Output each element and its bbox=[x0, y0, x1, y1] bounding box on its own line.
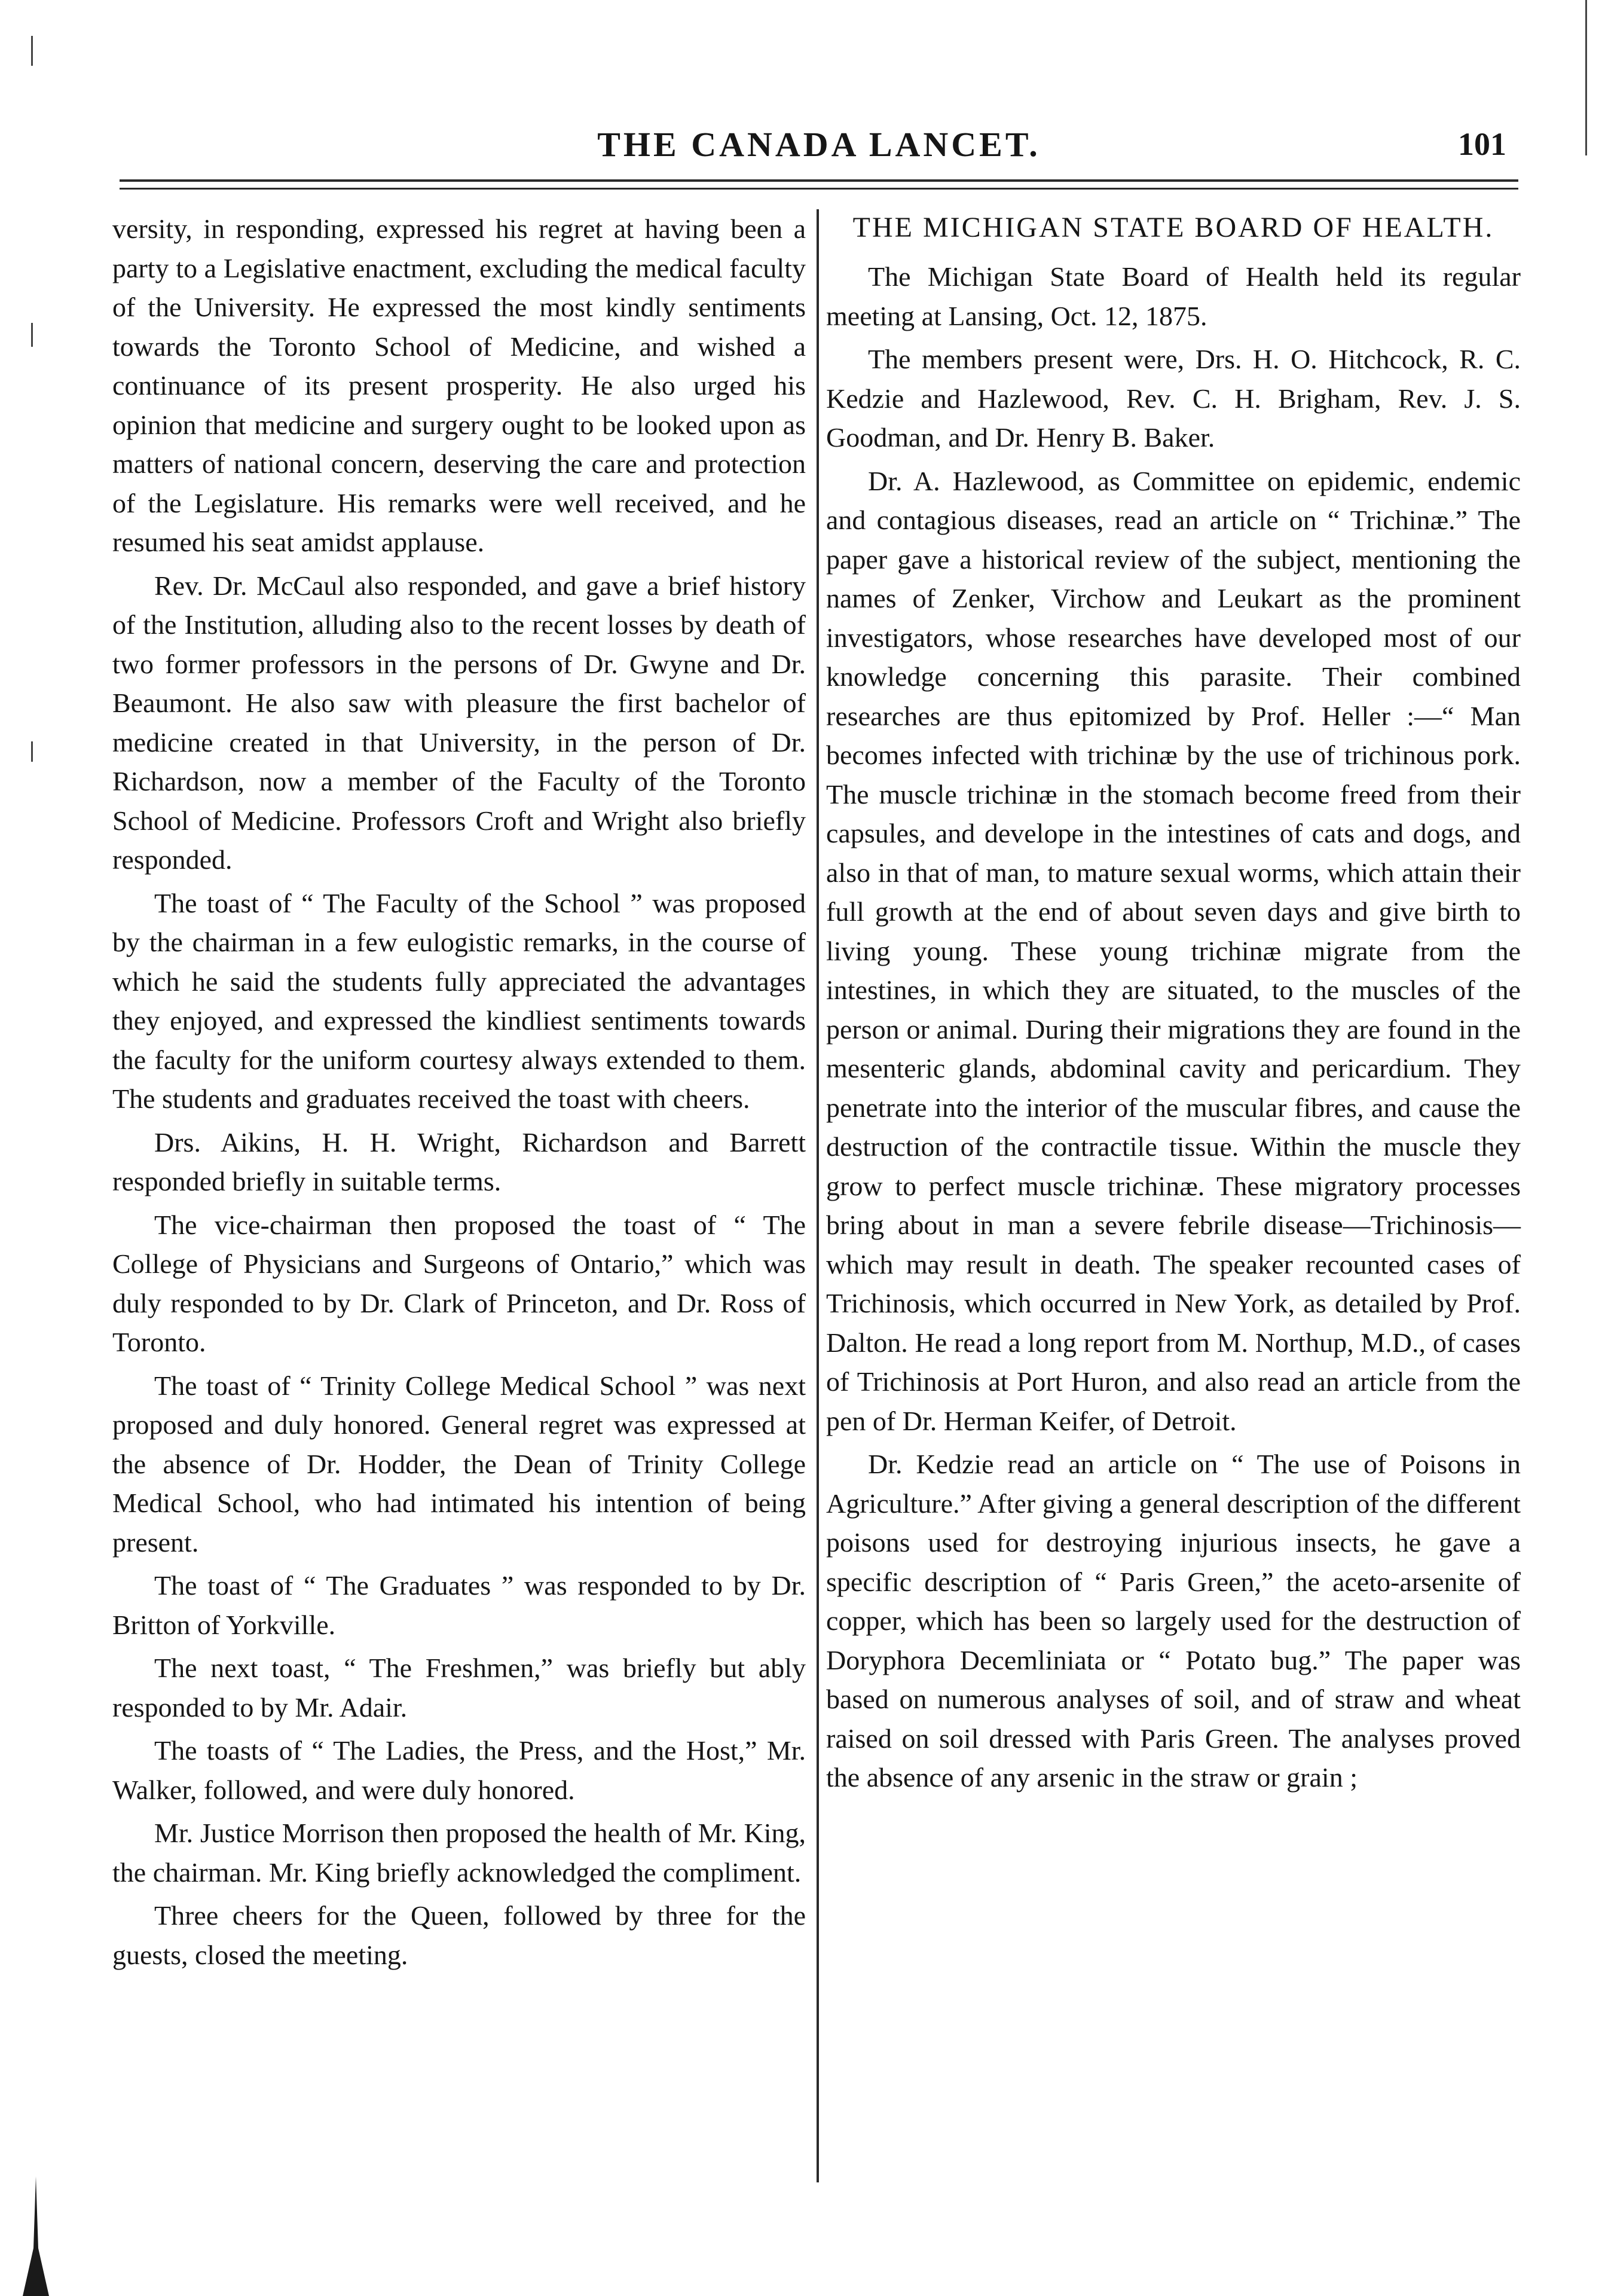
paragraph: The Michigan State Board of Health held its regular meeting at Lansing, Oct. 12, 1875. bbox=[826, 261, 1521, 331]
paragraph: The toast of “ The Faculty of the School ” was proposed by the chairman in a few eulogistic remarks, in the course of which he said the students fully appreciated the advantages they enjoyed, and expressed the kindliest sentiments towards the faculty for the uniform courtesy always extended to them. The students and graduates received the toast with cheers. bbox=[112, 887, 806, 1114]
paragraph: The toasts of “ The Ladies, the Press, and the Host,” Mr. Walker, followed, and were duly honored. bbox=[112, 1735, 806, 1805]
left-column bbox=[112, 209, 806, 1979]
paragraph: Dr. Kedzie read an article on “ The use of Poisons in Agriculture.” After giving a general description of the different poisons used for destroying injurious insects, he gave a specific description of “ Paris Green,” the aceto-arsenite of copper, which has been so largely used for the destruction of Doryphora Decemliniata or “ Potato bug.” The paper was based on numerous analyses of soil, and of straw and wheat raised on soil dressed with Paris Green. The analyses proved the absence of any arsenic in the straw or grain ; bbox=[826, 1449, 1521, 1793]
paragraph: The toast of “ The Graduates ” was responded to by Dr. Britton of Yorkville. bbox=[112, 1570, 806, 1640]
paragraph: Rev. Dr. McCaul also responded, and gave a brief history of the Institution, alluding also to the recent losses by death of two former professors in the persons of Dr. Gwyne and Dr. Beaumont. He also saw with pleasure the first bachelor of medicine created in that University, in the person of Dr. Richardson, now a member of the Faculty of the Toronto School of Medicine. Professors Croft and Wright also briefly responded. bbox=[112, 570, 806, 875]
paragraph: The next toast, “ The Freshmen,” was briefly but ably responded to by Mr. Adair. bbox=[112, 1653, 806, 1723]
column-divider bbox=[817, 209, 819, 2182]
header-rule bbox=[120, 179, 1518, 182]
paragraph: The vice-chairman then proposed the toast of “ The College of Physicians and Surgeons of Ontario,” which was duly responded to by Dr. Clark of Princeton, and Dr. Ross of Toronto. bbox=[112, 1209, 806, 1357]
margin-scratch bbox=[1585, 0, 1587, 155]
paragraph: Three cheers for the Queen, followed by three for the guests, closed the meeting. bbox=[112, 1900, 806, 1970]
right-column bbox=[826, 209, 1521, 1802]
margin-scratch bbox=[31, 741, 33, 762]
binding-mark-icon bbox=[18, 2176, 54, 2296]
running-title: THE CANADA LANCET. bbox=[597, 125, 1041, 164]
margin-scratch bbox=[31, 323, 33, 347]
paragraph: The toast of “ Trinity College Medical School ” was next proposed and duly honored. General regret was expressed at the absence of Dr. Hodder, the Dean of Trinity College Medical School, who had intimated his intention of being present. bbox=[112, 1370, 806, 1558]
paragraph: versity, in responding, expressed his regret at having been a party to a Legislative enactment, excluding the medical faculty of the University. He expressed the most kindly sentiments towards the Toronto School of Medicine, and wished a continuance of its present prosperity. He also urged his opinion that medicine and surgery ought to be looked upon as matters of national concern, deserving the care and protection of the Legislature. His remarks were well received, and he resumed his seat amidst applause. bbox=[112, 213, 806, 557]
page-number: 101 bbox=[1458, 126, 1506, 162]
paragraph: Mr. Justice Morrison then proposed the health of Mr. King, the chairman. Mr. King briefly acknowledged the compliment. bbox=[112, 1818, 806, 1888]
paragraph: The members present were, Drs. H. O. Hitchcock, R. C. Kedzie and Hazlewood, Rev. C. H. Brigham, Rev. J. S. Goodman, and Dr. Henry B. Baker. bbox=[826, 344, 1521, 453]
paragraph: Dr. A. Hazlewood, as Committee on epidemic, endemic and contagious diseases, read an article on “ Trichinæ.” The paper gave a historical review of the subject, mentioning the names of Zenker, Virchow and Leukart as the prominent investigators, whose researches have developed most of our knowledge concerning this parasite. Their combined researches are thus epitomized by Prof. Heller :—“ Man becomes infected with trichinæ by the use of trichinous pork. The muscle trichinæ in the stomach become freed from their capsules, and develope in the intestines of cats and dogs, and also in that of man, to mature sexual worms, which attain their full growth at the end of about seven days and give birth to living young. These young trichinæ migrate from the intestines, in which they are situated, to the muscles of the person or animal. During their migrations they are found in the mesenteric glands, abdominal cavity and pericardium. They penetrate into the interior of the muscular fibres, and cause the destruction of the contractile tissue. Within the muscle they grow to perfect muscle trichinæ. These migratory processes bring about in man a severe febrile disease—Trichinosis—which may result in death. The speaker recounted cases of Trichinosis, which occurred in New York, as detailed by Prof. Dalton. He read a long report from M. Northup, M.D., of cases of Trichinosis at Port Huron, and also read an article from the pen of Dr. Herman Keifer, of Detroit. bbox=[826, 465, 1521, 1436]
section-title: THE MICHIGAN STATE BOARD OF HEALTH. bbox=[852, 212, 1494, 243]
margin-scratch bbox=[31, 36, 33, 66]
page-header bbox=[120, 124, 1518, 172]
header-rule-secondary bbox=[120, 188, 1518, 190]
paragraph: Drs. Aikins, H. H. Wright, Richardson and Barrett responded briefly in suitable terms. bbox=[112, 1126, 806, 1196]
